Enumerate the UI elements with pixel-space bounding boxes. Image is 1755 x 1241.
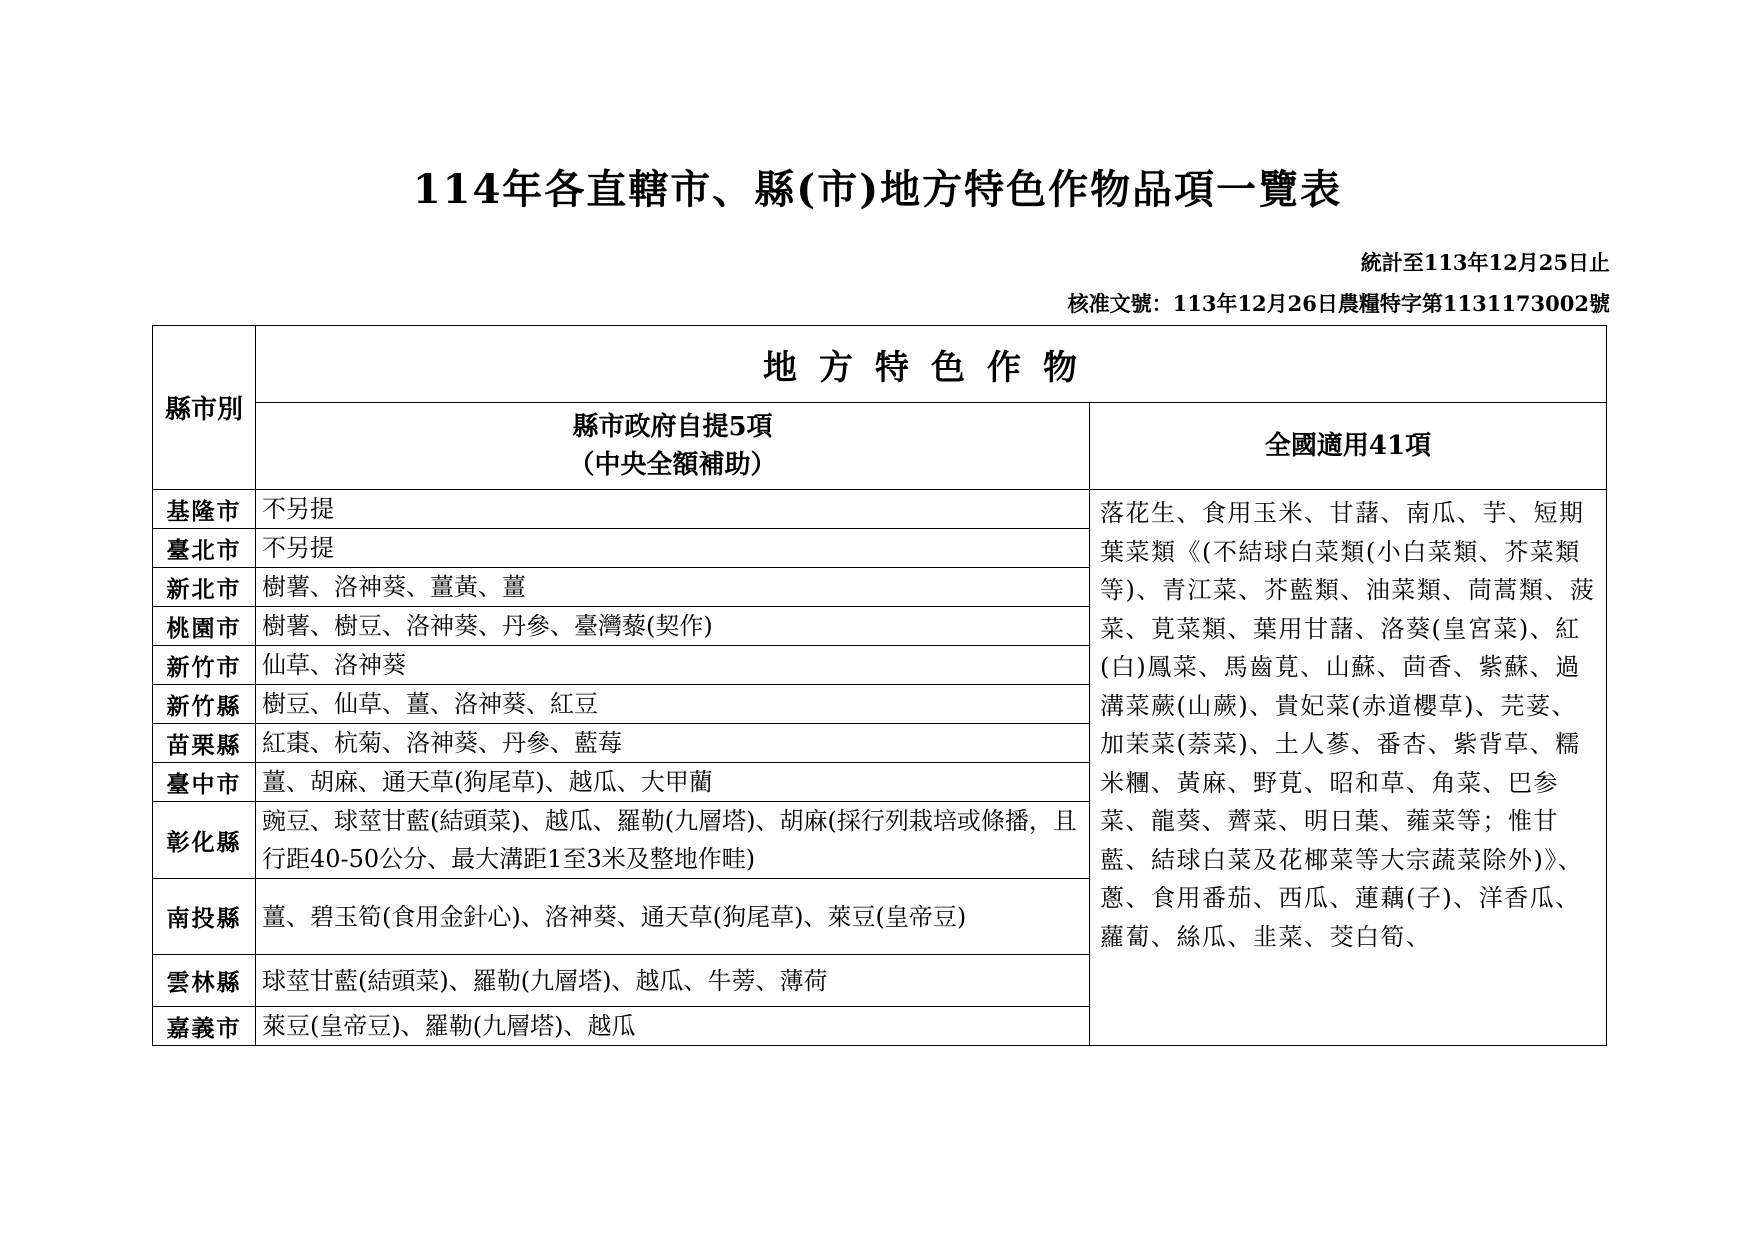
page-title: 114年各直轄市、縣(市)地方特色作物品項一覽表 — [412, 166, 1343, 213]
header-self-line2: （中央全額補助） — [568, 450, 777, 480]
county-cell: 新竹縣 — [153, 685, 256, 724]
county-cell: 苗栗縣 — [153, 724, 256, 763]
approval-number: 核准文號：113年12月26日農糧特字第1131173002號 — [1067, 291, 1610, 316]
crops-cell: 薑、碧玉筍(食用金針心)、洛神葵、通天草(狗尾草)、萊豆(皇帝豆) — [256, 879, 1090, 955]
national-crops-cell: 落花生、食用玉米、甘藷、南瓜、芋、短期葉菜類《(不結球白菜類(小白菜類、芥菜類等)、青江菜、芥藍類、油菜類、茼蒿類、菠菜、莧菜類、葉用甘藷、洛葵(皇宮菜)、紅(白)鳳菜、馬齒莧、山蘇、茴香、紫蘇、過溝菜蕨(山蕨)、貴妃菜(赤道櫻草)、芫荽、加茉菜(萘菜)、土人蔘、番杏、紫背草、糯米糰、黃麻、野莧、昭和草、角菜、巴参菜、龍葵、薺菜、明日葉、蕹菜等；惟甘藍、結球白菜及花椰菜等大宗蔬菜除外)》、蔥、食用番茄、西瓜、蓮藕(子)、洋香瓜、蘿蔔、絲瓜、韭菜、茭白筍、 — [1090, 490, 1607, 1046]
county-cell: 嘉義市 — [153, 1007, 256, 1046]
crops-cell: 薑、胡麻、通天草(狗尾草)、越瓜、大甲藺 — [256, 763, 1090, 802]
county-cell: 南投縣 — [153, 879, 256, 955]
county-cell: 臺中市 — [153, 763, 256, 802]
crops-cell: 樹薯、樹豆、洛神葵、丹參、臺灣藜(契作) — [256, 607, 1090, 646]
header-national: 全國適用41項 — [1090, 403, 1607, 490]
crops-cell: 不另提 — [256, 490, 1090, 529]
county-cell: 桃園市 — [153, 607, 256, 646]
county-cell: 新北市 — [153, 568, 256, 607]
county-cell: 彰化縣 — [153, 802, 256, 879]
county-cell: 新竹市 — [153, 646, 256, 685]
header-self-line1: 縣市政府自提5項 — [572, 412, 773, 442]
header-county: 縣市別 — [153, 326, 256, 490]
crops-cell: 紅棗、杭菊、洛神葵、丹參、藍莓 — [256, 724, 1090, 763]
header-local-crops: 地方特色作物 — [256, 326, 1607, 403]
crops-cell: 不另提 — [256, 529, 1090, 568]
header-self-proposed — [256, 403, 1090, 490]
crops-cell: 樹豆、仙草、薑、洛神葵、紅豆 — [256, 685, 1090, 724]
crops-cell: 豌豆、球莖甘藍(結頭菜)、越瓜、羅勒(九層塔)、胡麻(採行列栽培或條播，且行距40-50公分、最大溝距1至3米及整地作畦) — [256, 802, 1090, 879]
county-cell: 雲林縣 — [153, 955, 256, 1007]
crop-table — [152, 325, 1607, 1046]
stat-date: 統計至113年12月25日止 — [1360, 250, 1610, 275]
county-cell: 基隆市 — [153, 490, 256, 529]
crops-cell: 球莖甘藍(結頭菜)、羅勒(九層塔)、越瓜、牛蒡、薄荷 — [256, 955, 1090, 1007]
county-cell: 臺北市 — [153, 529, 256, 568]
crops-cell: 仙草、洛神葵 — [256, 646, 1090, 685]
crops-cell: 萊豆(皇帝豆)、羅勒(九層塔)、越瓜 — [256, 1007, 1090, 1046]
crops-cell: 樹薯、洛神葵、薑黃、薑 — [256, 568, 1090, 607]
table-row — [153, 490, 1607, 529]
